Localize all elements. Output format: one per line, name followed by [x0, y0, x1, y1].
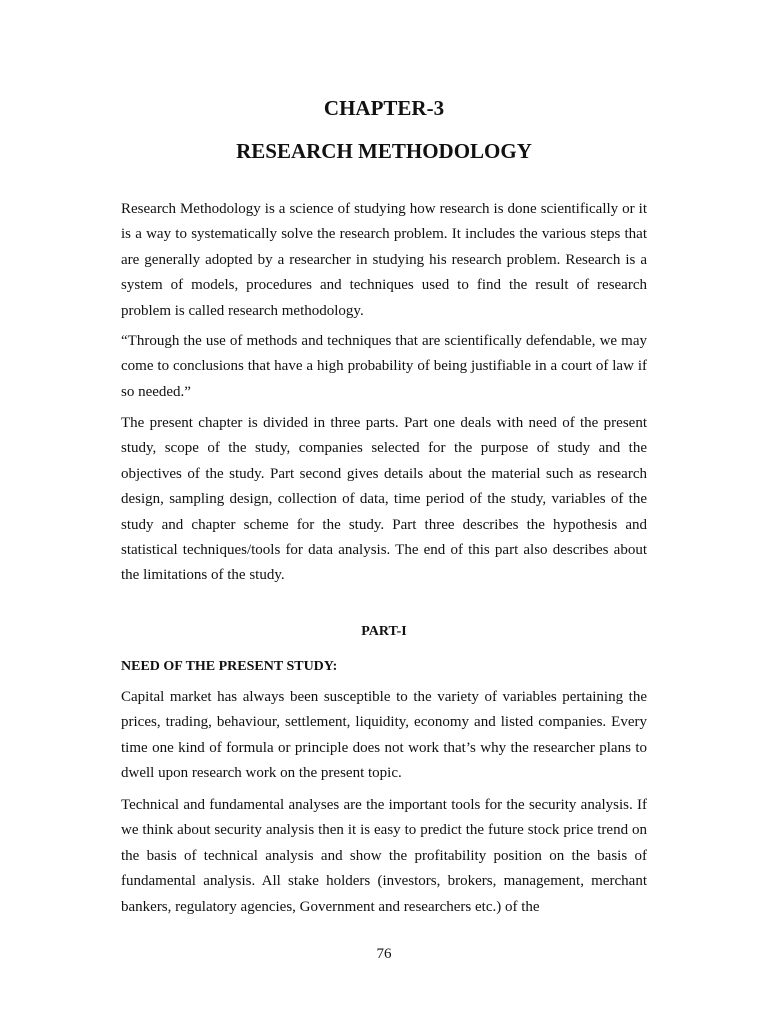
chapter-overview-paragraph: The present chapter is divided in three parts. Part one deals with need of the present study, scope of the study, companies selected for the purpose of study and the objectives of the study. Part second gives details about the material such as research design, sampling design, collection of data, time period of the study, variables of the study and chapter scheme for the study. Part three describes the hypothesis and statistical techniques/tools for data analysis. The end of this part also describes about the limitations of the study. — [121, 415, 647, 584]
need-paragraph-1: Capital market has always been susceptible to the variety of variables pertaining the prices, trading, behaviour, settlement, liquidity, economy and listed companies. Every time one kind of formula or principle does not work that’s why the researcher plans to dwell upon research work on the present topic. — [121, 689, 647, 782]
section-heading: NEED OF THE PRESENT STUDY: — [121, 659, 338, 674]
chapter-title: RESEARCH METHODOLOGY — [236, 139, 532, 163]
page-number: 76 — [376, 946, 392, 962]
need-paragraph-2: Technical and fundamental analyses are the important tools for the security analysis. If we think about security analysis then it is easy to predict the future stock price trend on the basis of technical analysis and show the profitability position on the basis of fundamental analysis. All stake holders (investors, brokers, management, merchant bankers, regulatory agencies, Government and researchers etc.) of the — [121, 797, 647, 915]
chapter-number: CHAPTER-3 — [323, 96, 445, 120]
quote-paragraph: “Through the use of methods and techniques that are scientifically defendable, we may come to conclusions that have a high probability of being justifiable in a court of law if so needed.” — [121, 333, 647, 400]
intro-paragraph: Research Methodology is a science of studying how research is done scientifically or it is a way to systematically solve the research problem. It includes the various steps that are generally adopted by a researcher in studying his research problem. Research is a system of models, procedures and techniques used to find the result of research problem is called research methodology. — [121, 201, 647, 319]
part-heading: PART-I — [361, 624, 407, 639]
